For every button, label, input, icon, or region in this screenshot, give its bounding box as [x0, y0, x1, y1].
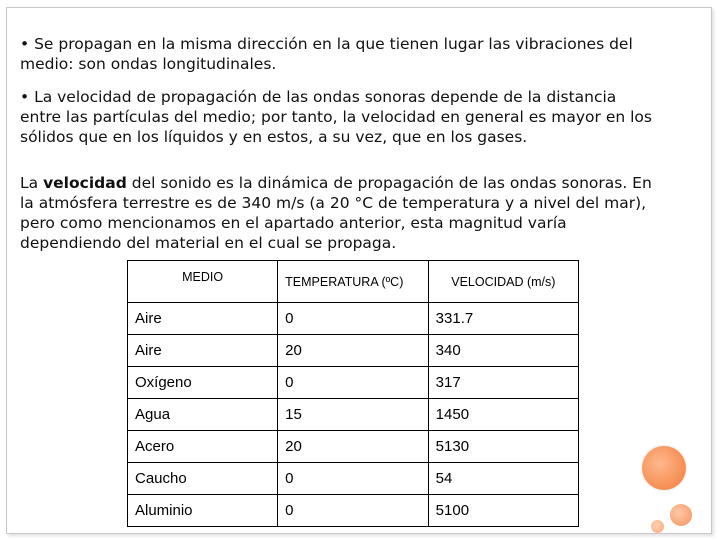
- cell-velocidad: 340: [428, 335, 578, 367]
- table-row: [128, 495, 579, 527]
- cell-velocidad: 317: [428, 367, 578, 399]
- cell-velocidad: 331.7: [428, 303, 578, 335]
- header-medio: MEDIO: [128, 261, 278, 303]
- header-velocidad: VELOCIDAD (m/s): [428, 261, 578, 303]
- table-row: [128, 335, 579, 367]
- table-row: [128, 303, 579, 335]
- cell-medio: Oxígeno: [128, 367, 278, 399]
- cell-temperatura: 20: [278, 431, 429, 463]
- cell-temperatura: 0: [278, 367, 429, 399]
- paragraph-body: del sonido es la dinámica de propagación de las ondas sonoras. En la atmósfera terrestre es de 340 m/s (a 20 °C de temperatura y a nivel del mar), pero como mencionamos en el apartado anterior, esta magnitud varía dependiendo del material en el cual se propaga.: [20, 174, 652, 252]
- table-header-row: [128, 261, 579, 303]
- cell-velocidad: 5100: [428, 495, 578, 527]
- cell-temperatura: 20: [278, 335, 429, 367]
- paragraph-sound-speed: [20, 173, 660, 253]
- cell-temperatura: 15: [278, 399, 429, 431]
- cell-temperatura: 0: [278, 463, 429, 495]
- decorative-orb-medium: [670, 504, 692, 526]
- table-row: [128, 431, 579, 463]
- cell-medio: Acero: [128, 431, 278, 463]
- decorative-orb-large: [642, 446, 686, 490]
- cell-temperatura: 0: [278, 495, 429, 527]
- cell-medio: Agua: [128, 399, 278, 431]
- cell-velocidad: 5130: [428, 431, 578, 463]
- decorative-orb-small: [651, 520, 664, 533]
- cell-temperatura: 0: [278, 303, 429, 335]
- bullet-propagation-speed: • La velocidad de propagación de las ondas sonoras depende de la distancia entre las partículas del medio; por tanto, la velocidad en general es mayor en los sólidos que en los líquidos y en estos, a su vez, que en los gases.: [20, 88, 652, 146]
- cell-medio: Aluminio: [128, 495, 278, 527]
- cell-velocidad: 54: [428, 463, 578, 495]
- cell-medio: Aire: [128, 303, 278, 335]
- sound-speed-table: [127, 260, 579, 527]
- table-row: [128, 399, 579, 431]
- header-temperatura: TEMPERATURA (ºC): [278, 261, 429, 303]
- paragraph-intro: La: [20, 174, 44, 192]
- cell-medio: Aire: [128, 335, 278, 367]
- table-row: [128, 463, 579, 495]
- table-row: [128, 367, 579, 399]
- cell-medio: Caucho: [128, 463, 278, 495]
- cell-velocidad: 1450: [428, 399, 578, 431]
- bullet-longitudinal: • Se propagan en la misma dirección en la que tienen lugar las vibraciones del medio: son ondas longitudinales.: [20, 35, 633, 73]
- keyword-velocidad: velocidad: [43, 174, 127, 192]
